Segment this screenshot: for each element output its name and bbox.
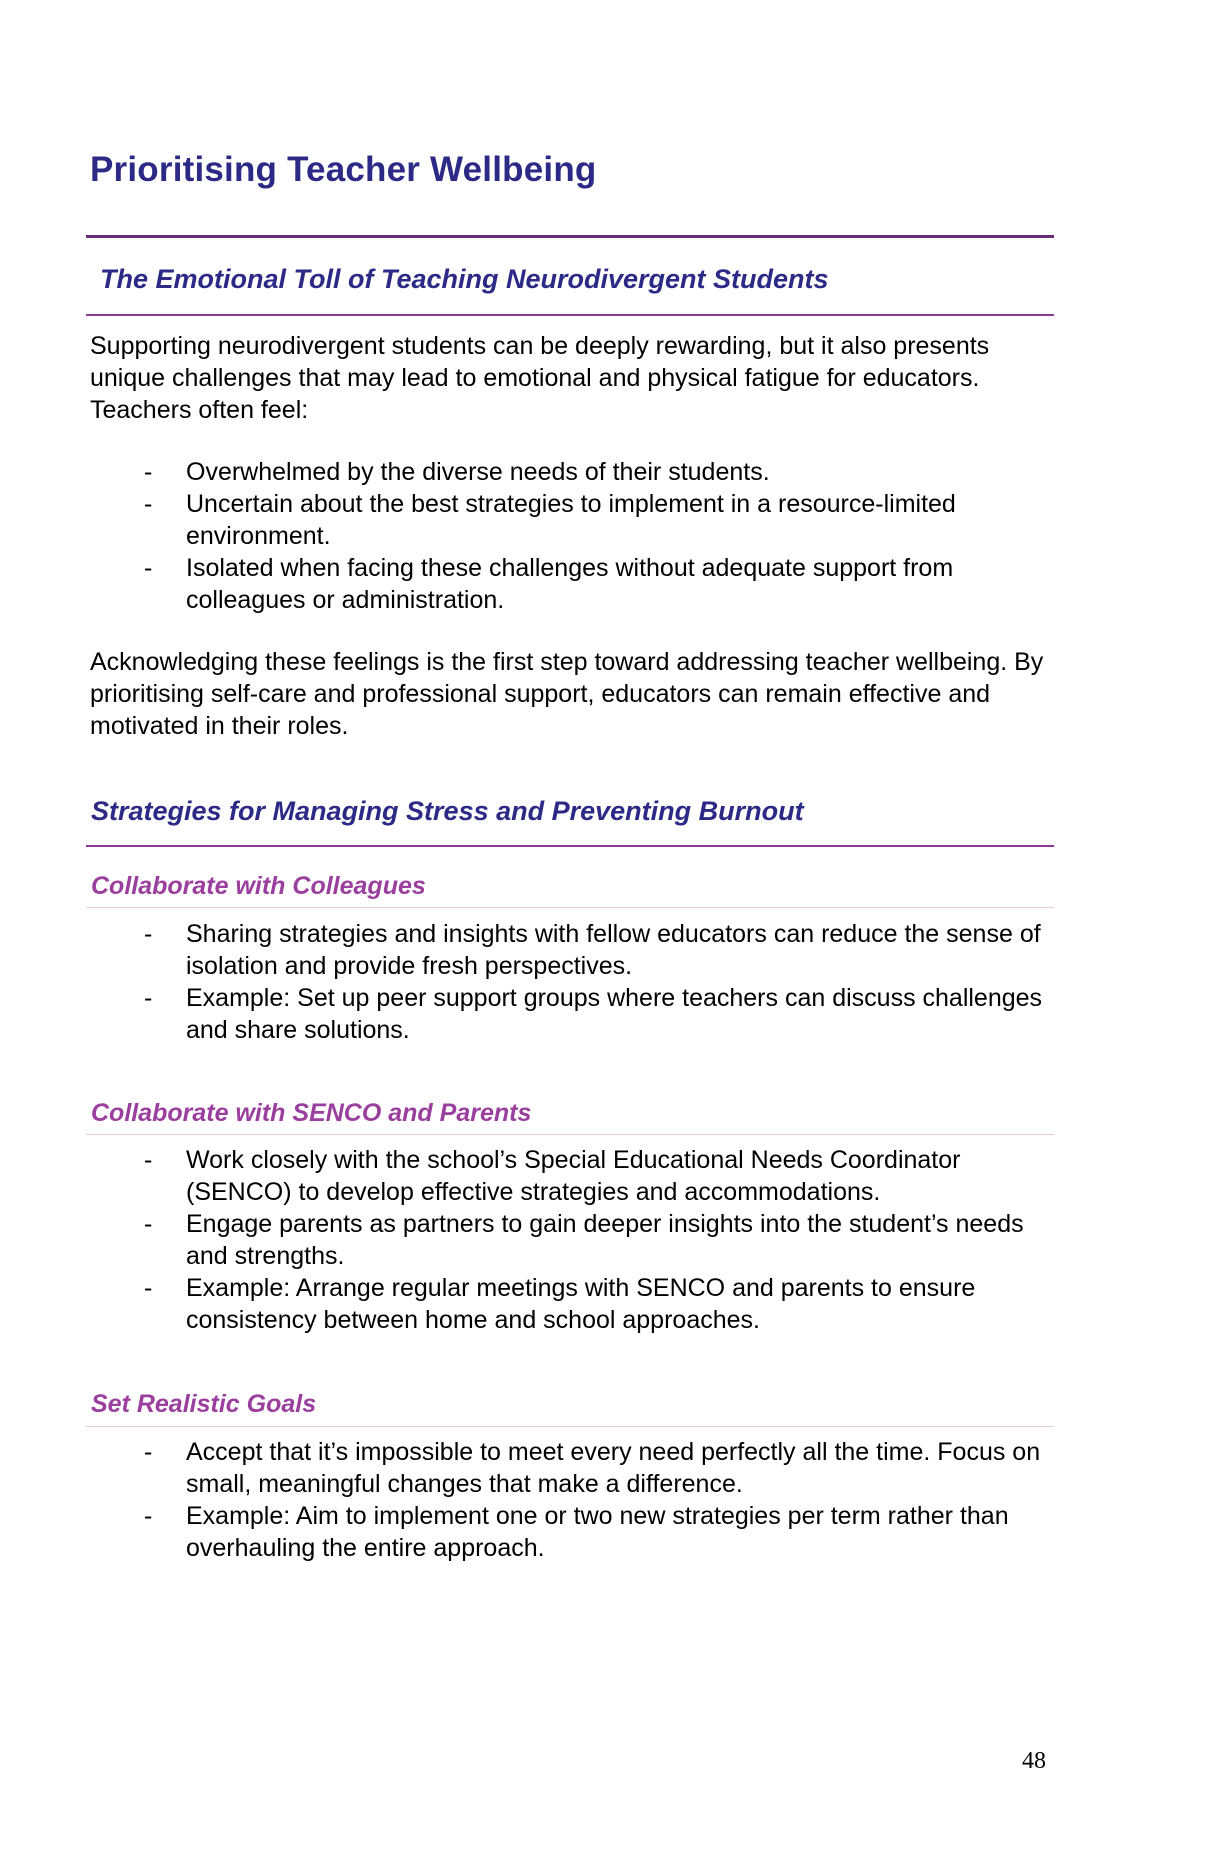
list-item-text: Work closely with the school’s Special Educational Needs Coordinator (SENCO) to develop effective strategies and accommodations.: [186, 1146, 961, 1206]
page-title: Prioritising Teacher Wellbeing: [90, 150, 597, 189]
subheading-collaborate-senco: Collaborate with SENCO and Parents: [91, 1099, 532, 1127]
bullet-dash: -: [144, 554, 153, 582]
list-item: [90, 1272, 1060, 1336]
subheading-divider: [86, 1426, 1054, 1427]
bullet-dash: -: [144, 920, 153, 948]
section-heading-emotional-toll: The Emotional Toll of Teaching Neurodivergent Students: [100, 264, 829, 294]
bullet-dash: -: [144, 1438, 153, 1466]
list-item: [90, 982, 1060, 1046]
bullet-dash: -: [144, 458, 153, 486]
list-item-text: Overwhelmed by the diverse needs of their students.: [186, 458, 770, 486]
list-item-text: Example: Aim to implement one or two new strategies per term rather than overhauling the entire approach.: [186, 1502, 1009, 1562]
subheading-divider: [86, 1134, 1054, 1135]
section-heading-strategies: Strategies for Managing Stress and Preventing Burnout: [91, 796, 804, 826]
subheading-realistic-goals: Set Realistic Goals: [91, 1390, 317, 1418]
list-item: [90, 918, 1060, 982]
list-item-text: Isolated when facing these challenges without adequate support from colleagues or administration.: [186, 554, 954, 614]
closing-paragraph: Acknowledging these feelings is the first step toward addressing teacher wellbeing. By prioritising self-care and professional support, educators can remain effective and motivated in their roles.: [90, 648, 1044, 740]
section-divider: [86, 845, 1054, 847]
subheading-divider: [86, 907, 1054, 908]
bullet-dash: -: [144, 1274, 153, 1302]
title-divider: [86, 235, 1054, 238]
feelings-list: [90, 456, 1060, 616]
list-item: [90, 1144, 1060, 1208]
list-item: [90, 552, 1060, 616]
senco-list: [90, 1144, 1060, 1336]
bullet-dash: -: [144, 490, 153, 518]
list-item: [90, 488, 1060, 552]
list-item-text: Accept that it’s impossible to meet every need perfectly all the time. Focus on small, meaningful changes that make a difference.: [186, 1438, 1041, 1498]
bullet-dash: -: [144, 984, 153, 1012]
list-item-text: Engage parents as partners to gain deeper insights into the student’s needs and strengths.: [186, 1210, 1024, 1270]
goals-list: [90, 1436, 1060, 1564]
list-item: [90, 1208, 1060, 1272]
intro-paragraph: Supporting neurodivergent students can be deeply rewarding, but it also presents unique challenges that may lead to emotional and physical fatigue for educators. Teachers often feel:: [90, 332, 990, 424]
subheading-collaborate-colleagues: Collaborate with Colleagues: [91, 872, 426, 900]
list-item-text: Sharing strategies and insights with fellow educators can reduce the sense of isolation and provide fresh perspectives.: [186, 920, 1041, 980]
bullet-dash: -: [144, 1502, 153, 1530]
list-item-text: Example: Set up peer support groups where teachers can discuss challenges and share solutions.: [186, 984, 1043, 1044]
list-item-text: Uncertain about the best strategies to implement in a resource-limited environment.: [186, 490, 956, 550]
list-item: [90, 456, 1060, 488]
list-item-text: Example: Arrange regular meetings with SENCO and parents to ensure consistency between home and school approaches.: [186, 1274, 976, 1334]
bullet-dash: -: [144, 1210, 153, 1238]
colleagues-list: [90, 918, 1060, 1046]
list-item: [90, 1500, 1060, 1564]
bullet-dash: -: [144, 1146, 153, 1174]
page-number: 48: [1022, 1748, 1046, 1774]
list-item: [90, 1436, 1060, 1500]
section-divider: [86, 314, 1054, 316]
